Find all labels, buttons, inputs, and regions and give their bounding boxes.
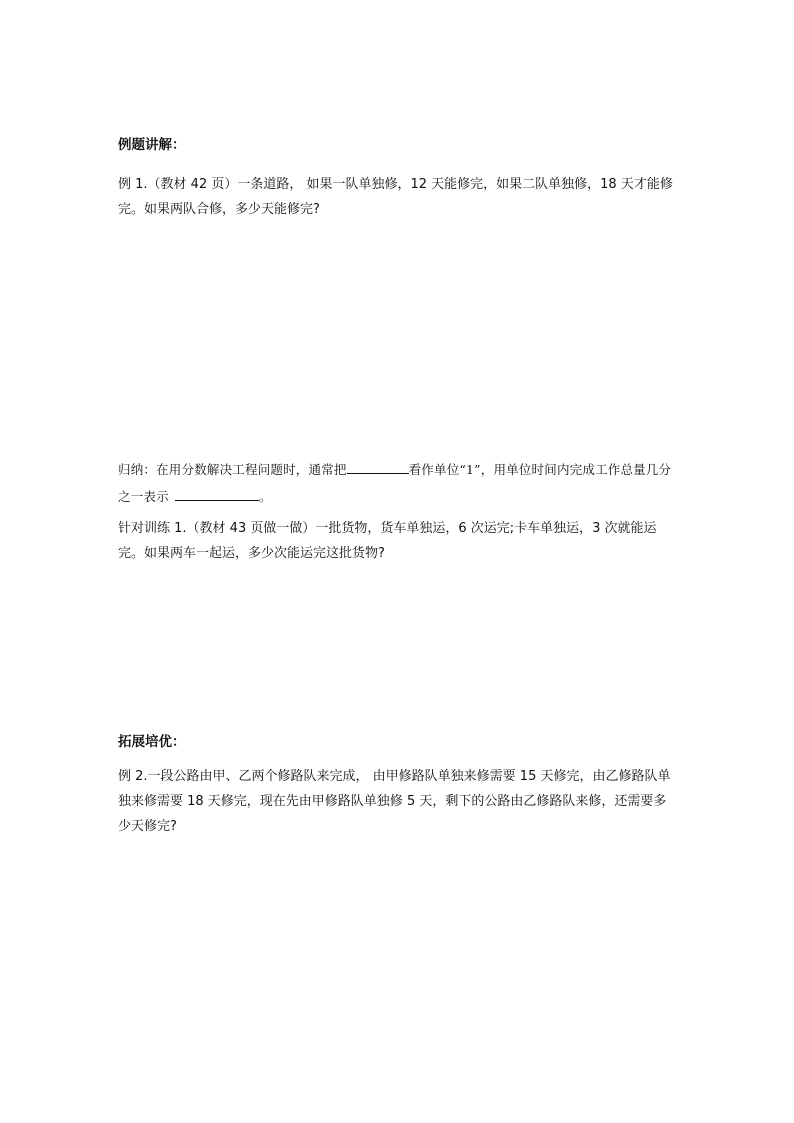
example-1-text: 例 1.（教材 42 页）一条道路， 如果一队单独修，12 天能修完，如果二队单独修，18 天才能修完。如果两队合修，多少天能修完? <box>118 177 673 217</box>
section-heading-extension: 拓展培优： <box>118 734 186 750</box>
fill-blank-unit[interactable] <box>347 459 409 474</box>
summary-text-part2: 看作单位“1”，用单位时间内完成工作总量几分之一表示 <box>118 462 672 504</box>
section-heading-examples: 例题讲解： <box>118 137 186 153</box>
summary-paragraph <box>118 456 678 510</box>
practice-1-text: 针对训练 1.（教材 43 页做一做）一批货物，货车单独运，6 次运完;卡车单独运，3 次就能运完。如果两车一起运，多少次能运完这批货物? <box>118 521 657 561</box>
example-2-text: 例 2.一段公路由甲、乙两个修路队来完成， 由甲修路队单独来修需要 15 天修完，由乙修路队单独来修需要 18 天修完，现在先由甲修路队单独修 5 天，剩下的公路由乙修路队来修，还需要多少天修完? <box>118 769 671 834</box>
summary-text-part3: 。 <box>258 489 272 504</box>
summary-text-part1: 归纳：在用分数解决工程问题时，通常把 <box>118 462 347 477</box>
fill-blank-expression[interactable] <box>175 486 259 501</box>
